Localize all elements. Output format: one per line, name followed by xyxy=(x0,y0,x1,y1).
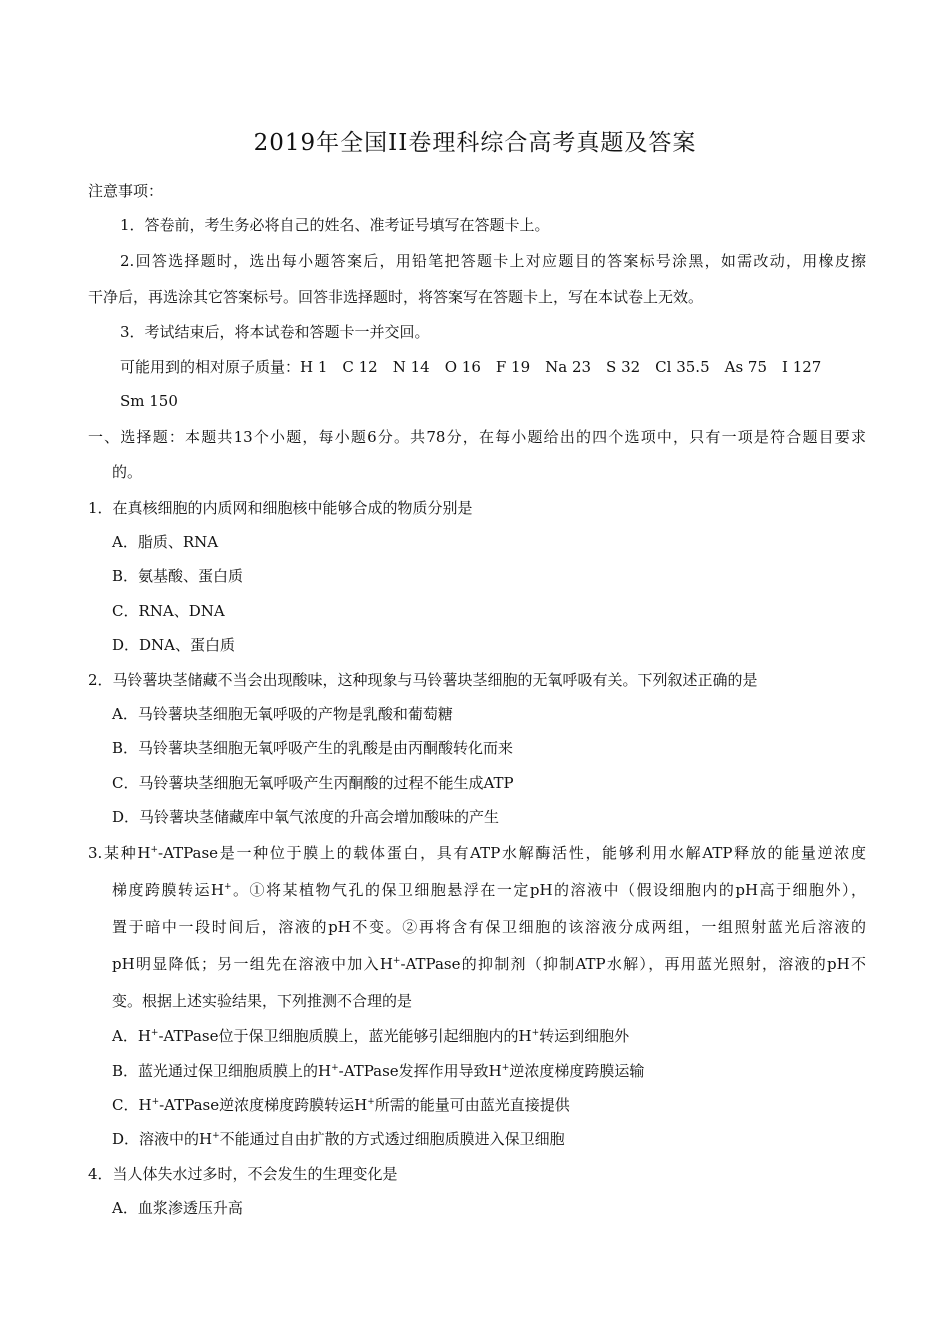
question-4-option-a: A．血浆渗透压升高 xyxy=(112,1199,243,1217)
question-3-option-d: D．溶液中的H+不能通过自由扩散的方式透过细胞质膜进入保卫细胞 xyxy=(112,1130,565,1148)
notice-item-1: 1．答卷前，考生务必将自己的姓名、准考证号填写在答题卡上。 xyxy=(120,216,550,234)
notice-heading: 注意事项： xyxy=(88,182,164,200)
section-heading-line-2: 的。 xyxy=(112,463,143,481)
section-heading-line-1: 一、选择题：本题共13个小题，每小题6分。共78分，在每小题给出的四个选项中，只有一项是符合题目要求 xyxy=(88,428,866,446)
question-3-option-a: A．H+-ATPase位于保卫细胞质膜上，蓝光能够引起细胞内的H+转运到细胞外 xyxy=(112,1027,630,1045)
question-3-option-b: B．蓝光通过保卫细胞质膜上的H+-ATPase发挥作用导致H+逆浓度梯度跨膜运输 xyxy=(112,1062,645,1080)
question-1-option-a: A．脂质、RNA xyxy=(112,533,219,551)
question-1-option-d: D．DNA、蛋白质 xyxy=(112,636,236,654)
notice-item-3: 3．考试结束后，将本试卷和答题卡一并交回。 xyxy=(120,323,430,341)
question-2-option-c: C．马铃薯块茎细胞无氧呼吸产生丙酮酸的过程不能生成ATP xyxy=(112,774,514,792)
question-1-option-c: C．RNA、DNA xyxy=(112,602,225,620)
page-title: 2019年全国II卷理科综合高考真题及答案 xyxy=(253,130,697,156)
question-3-option-c: C．H+-ATPase逆浓度梯度跨膜转运H+所需的能量可由蓝光直接提供 xyxy=(112,1096,570,1114)
question-2-option-a: A．马铃薯块茎细胞无氧呼吸的产物是乳酸和葡萄糖 xyxy=(112,705,453,723)
question-1-stem: 1．在真核细胞的内质网和细胞核中能够合成的物质分别是 xyxy=(88,499,473,517)
question-4-stem: 4．当人体失水过多时，不会发生的生理变化是 xyxy=(88,1165,398,1183)
question-3-stem-line-2: 梯度跨膜转运H+。①将某植物气孔的保卫细胞悬浮在一定pH的溶液中（假设细胞内的pH高于细胞外）， xyxy=(112,881,866,899)
notice-item-2-line-1: 2.回答选择题时，选出每小题答案后，用铅笔把答题卡上对应题目的答案标号涂黑，如需改动，用橡皮擦 xyxy=(120,252,866,270)
notice-item-2-line-2: 干净后，再选涂其它答案标号。回答非选择题时，将答案写在答题卡上，写在本试卷上无效。 xyxy=(88,288,704,306)
question-3-stem-line-5: 变。根据上述实验结果，下列推测不合理的是 xyxy=(112,992,413,1010)
question-1-option-b: B．氨基酸、蛋白质 xyxy=(112,567,244,585)
atomic-mass-line-1: 可能用到的相对原子质量：H 1 C 12 N 14 O 16 F 19 Na 23 S 32 Cl 35.5 As 75 I 127 xyxy=(120,358,822,376)
question-2-option-d: D．马铃薯块茎储藏库中氧气浓度的升高会增加酸味的产生 xyxy=(112,808,500,826)
question-2-option-b: B．马铃薯块茎细胞无氧呼吸产生的乳酸是由丙酮酸转化而来 xyxy=(112,739,514,757)
question-3-stem-line-3: 置于暗中一段时间后，溶液的pH不变。②再将含有保卫细胞的该溶液分成两组，一组照射蓝光后溶液的 xyxy=(112,918,866,936)
question-3-stem-line-1: 3.某种H+-ATPase是一种位于膜上的载体蛋白，具有ATP水解酶活性，能够利用水解ATP释放的能量逆浓度 xyxy=(88,844,866,862)
atomic-mass-line-2: Sm 150 xyxy=(120,392,178,410)
question-2-stem: 2．马铃薯块茎储藏不当会出现酸味，这种现象与马铃薯块茎细胞的无氧呼吸有关。下列叙述正确的是 xyxy=(88,671,758,689)
question-3-stem-line-4: pH明显降低；另一组先在溶液中加入H+-ATPase的抑制剂（抑制ATP水解），再用蓝光照射，溶液的pH不 xyxy=(112,955,866,973)
